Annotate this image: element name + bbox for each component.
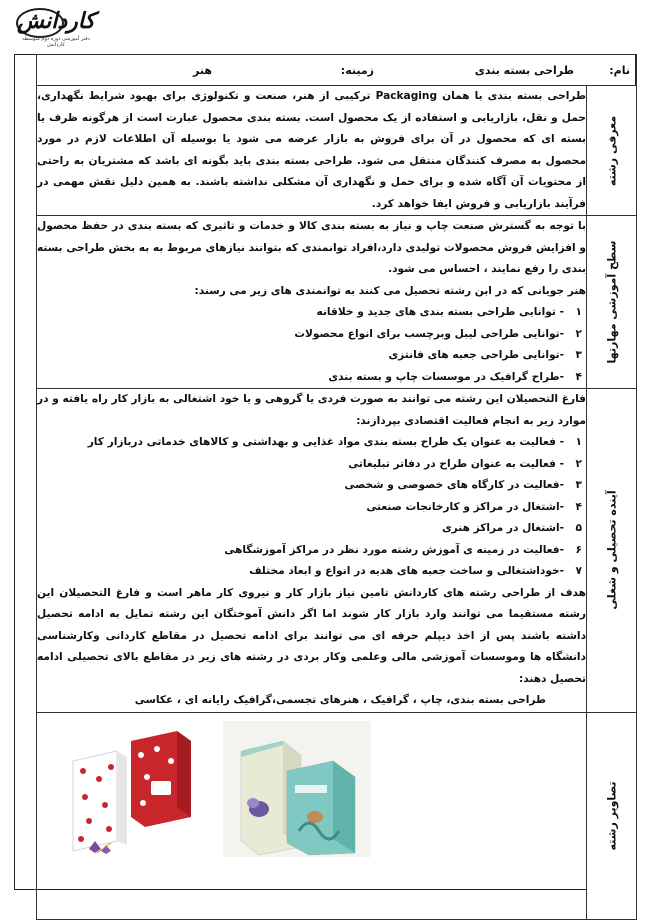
list-item: ۵-اشتغال در مراکز هنری: [441, 522, 582, 534]
list-item: ۴-اشتغال در مراکز و کارخانجات صنعتی: [366, 500, 582, 513]
teal-boxes-image: [223, 721, 371, 857]
logo-subtitle: دفتر آموزشی دوره دوم متوسطه کاردانش: [22, 36, 90, 48]
list-item: ۳-فعالیت در کارگاه های خصوصی و شخصی: [344, 479, 582, 491]
list-item: ۲-توانایی طراحی لیبل وبرچسب برای انواع محصولات: [294, 327, 582, 340]
logo-text: کاردانش: [17, 8, 95, 34]
future-list: [37, 432, 586, 583]
list-item: ۱- توانایی طراحی بسته بندی های جدید و خلاقانه: [316, 306, 582, 318]
list-item: ۱- فعالیت به عنوان یک طراح بسته بندی مواد غذایی و بهداشتی و کالاهای خدماتی دربازار کار: [87, 436, 582, 448]
intro-row: [37, 86, 637, 216]
skills-row: [37, 216, 637, 389]
future-fields: طراحی بسته بندی، چاپ ، گرافیک ، هنرهای تجسمی،گرافیک رایانه ای ، عکاسی: [134, 694, 546, 706]
list-item: ۲- فعالیت به عنوان طراح در دفاتر تبلیغاتی: [348, 457, 582, 470]
future-row: [37, 389, 637, 713]
skills-list: [37, 302, 586, 388]
skills-lead: هنر جویانی که در ابن رشته تحصیل می کنند به توانمندی های زیر می رسند:: [194, 284, 586, 297]
list-item: ۴-طراح گرافیک در موسسات چاپ و بسته بندی: [328, 370, 582, 383]
logo: [14, 8, 98, 48]
intro-text: طراحی بسته بندی با همان Packaging ترکیبی از هنر، صنعت و تکنولوژی برای بهبود شرایط نگهداری، حمل و نقل، بازاریابی و استفاده از یک محصول است. بسته بندی محصول عبارت است از هرگونه ظرف یا بسته ای که محصول در آن برای فروش به بازار عرضه می شود یا بوسیله آن اطلاعات لازم در مورد محصول به مصرف کنندگان منتقل می شود. طراحی بسته بندی باید بگونه ای باشد که مشتریان به راحتی از محتویات آن آگاه شده و برای حمل و نگهداری آن مشکلی نداشته باشند. به همین دلیل نقش مهمی در فرآیند بازاریابی و فروش ایفا خواهد کرد.: [37, 90, 586, 210]
images-label: تصاویر رشته: [605, 780, 618, 851]
skills-label: سطح آموزشی مهارتها: [605, 240, 618, 364]
images-body: [37, 712, 587, 919]
skills-body: [37, 216, 587, 389]
future-text: فارغ التحصیلان این رشته می توانند به صورت فردی یا گروهی و یا خود اشتغالی به بازار کار راه یافته و در موارد زیر به انجام فعالیت اقتصادی بپردازند:: [37, 393, 586, 427]
future-side: [587, 389, 637, 713]
future-label: آینده تحصیلی و شغلی: [605, 490, 618, 610]
future-body: [37, 389, 587, 713]
future-closing: هدف از طراحی رشته های کاردانش تامین نیاز بازار کار و نیروی کار ماهر است و فارغ التحصیلان این رشته مستقیما می توانند وارد بازار کار شوند اما اگر دانش آموختگان این رشته تمایل به ادامه تحصیل داشته باشند پس از اخذ دیپلم حرفه ای می توانند برای ادامه تحصیل در مقاطع کاردانی وکارشناسی دانشگاه ها وموسسات آموزشی مالی وعلمی وکار بردی در رشته های زیر در مقاطع بالای تحصیلی ادامه تحصیل دهند:: [37, 586, 586, 685]
intro-label: معرفی رشته: [605, 115, 618, 186]
skills-text: با توجه به گسترش صنعت چاپ و نیاز به بسته بندی کالا و خدمات و تاثیری که بسته بندی در حفظ محصول و افزایش فروش محصولات تولیدی دارد،افراد توانمندی که بتوانند نیازهای مربوط به به بخش طراحی بسته بندی را رفع نمایند ، احساس می شود.: [37, 220, 586, 275]
list-item: ۶-فعالیت در زمینه ی آموزش رشته مورد نظر در مراکز آموزشگاهی: [224, 543, 582, 556]
skills-side: [587, 216, 637, 389]
name-value: طراحی بسته بندی: [474, 63, 574, 77]
header-row: [37, 55, 637, 86]
field-value: هنر: [193, 63, 212, 77]
images-row: [37, 712, 637, 919]
images-side: [587, 712, 637, 919]
field-label: زمینه:: [340, 63, 374, 77]
red-star-boxes-image: [67, 721, 197, 859]
intro-side: [587, 86, 637, 216]
list-item: ۳-توانایی طراحی جعبه های فانتزی: [388, 349, 582, 361]
intro-body: [37, 86, 587, 216]
info-sheet: [36, 54, 637, 920]
name-label: نام:: [609, 63, 630, 77]
list-item: ۷-خوداشتغالی و ساخت جعبه های هدیه در انواع و ابعاد مختلف: [249, 565, 582, 577]
